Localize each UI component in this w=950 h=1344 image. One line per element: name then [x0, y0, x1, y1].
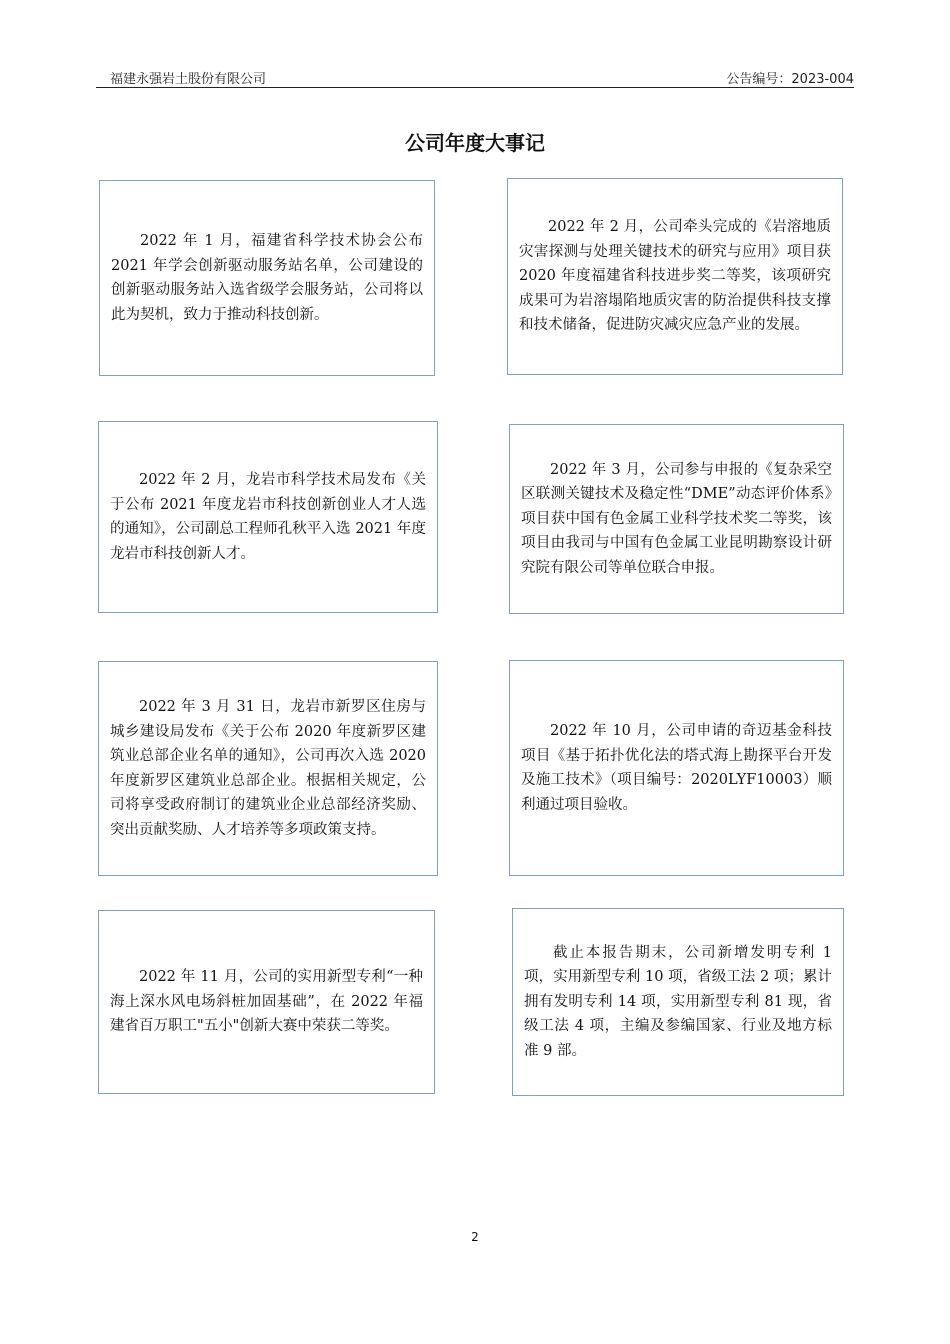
- event-card: [99, 180, 435, 376]
- page-title: 公司年度大事记: [405, 131, 545, 155]
- event-text: 2022 年 1 月，福建省科学技术协会公布 2021 年学会创新驱动服务站名单，公司建设的创新驱动服务站入选省级学会服务站，公司将以此为契机，致力于推动科技创新。: [111, 233, 423, 323]
- event-text: 2022 年 2 月，龙岩市科学技术局发布《关于公布 2021 年度龙岩市科技创新创业人才人选的通知》，公司副总工程师孔秋平入选 2021 年度龙岩市科技创新人才。: [110, 472, 426, 562]
- event-card: [98, 661, 438, 876]
- event-card: [512, 908, 844, 1096]
- company-name: 福建永强岩土股份有限公司: [110, 72, 267, 87]
- event-text: 2022 年 3 月 31 日，龙岩市新罗区住房与城乡建设局发布《关于公布 2020 年度新罗区建筑业总部企业名单的通知》，公司再次入选 2020 年度新罗区建筑业总部企业。根据相关规定，公司将享受政府制订的建筑业企业总部经济奖励、突出贡献奖励、人才培养等多项政策支持。: [110, 699, 426, 838]
- event-card: [98, 910, 435, 1094]
- page-number: 2: [471, 1230, 479, 1244]
- event-card: [98, 421, 438, 613]
- event-text: 2022 年 10 月，公司申请的奇迈基金科技项目《基于拓扑优化法的塔式海上勘探平台开发及施工技术》（项目编号：2020LYF10003）顺利通过项目验收。: [521, 723, 832, 813]
- event-text: 2022 年 11 月，公司的实用新型专利“一种海上深水风电场斜桩加固基础”，在 2022 年福建省百万职工"五小"创新大赛中荣获二等奖。: [110, 969, 423, 1035]
- event-text: 2022 年 3 月，公司参与申报的《复杂采空区联测关键技术及稳定性“DME”动态评价体系》项目获中国有色金属工业科学技术奖二等奖，该项目由我司与中国有色金属工业昆明勘察设计研究院有限公司等单位联合申报。: [521, 461, 832, 576]
- header-divider: [96, 87, 854, 88]
- event-card: [509, 660, 844, 876]
- event-card: [509, 424, 844, 614]
- event-text: 截止本报告期末，公司新增发明专利 1 项，实用新型专利 10 项，省级工法 2 项；累计拥有发明专利 14 项，实用新型专利 81 现，省级工法 4 项，主编及参编国家、行业及地方标准 9 部。: [524, 944, 832, 1059]
- event-text: 2022 年 2 月，公司牵头完成的《岩溶地质灾害探测与处理关键技术的研究与应用》项目获 2020 年度福建省科技进步奖二等奖，该项研究成果可为岩溶塌陷地质灾害的防治提供科技支撑和技术储备，促进防灾减灾应急产业的发展。: [519, 219, 831, 334]
- event-card: [507, 178, 843, 375]
- notice-number: 公告编号：2023-004: [726, 72, 854, 87]
